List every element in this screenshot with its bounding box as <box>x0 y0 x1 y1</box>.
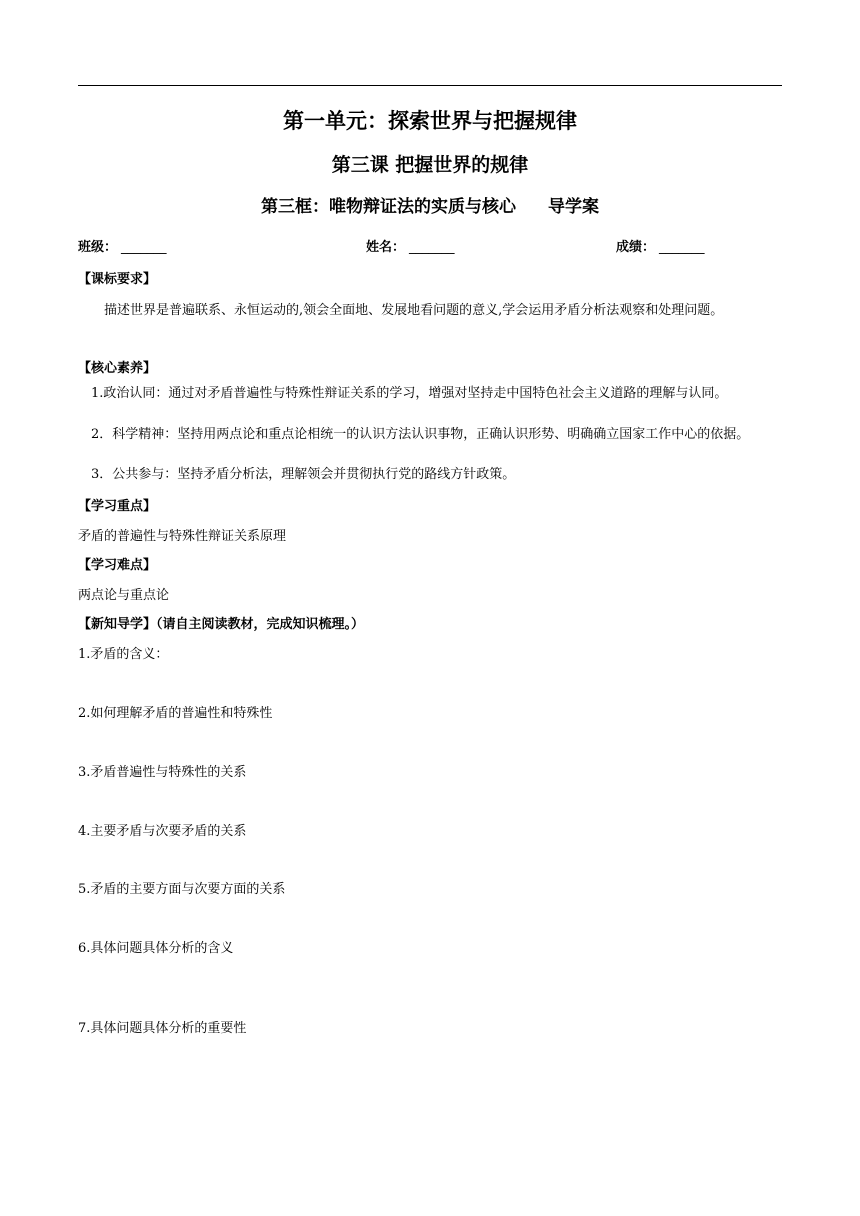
literacy-item-3: 3．公共参与：坚持矛盾分析法，理解领会并贯彻执行党的路线方针政策。 <box>91 467 516 482</box>
class-field <box>78 236 167 255</box>
curriculum-heading: 【课标要求】 <box>78 272 157 287</box>
unit-title: 第一单元：探索世界与把握规律 <box>283 109 577 133</box>
score-blank: _______ <box>659 240 705 255</box>
name-blank: _______ <box>409 240 455 255</box>
class-blank: _______ <box>121 240 167 255</box>
question-2: 2.如何理解矛盾的普遍性和特殊性 <box>78 706 273 721</box>
name-field <box>366 236 455 255</box>
difficulty-heading: 【学习难点】 <box>78 558 157 573</box>
focus-heading: 【学习重点】 <box>78 499 157 514</box>
question-5: 5.矛盾的主要方面与次要方面的关系 <box>78 882 286 897</box>
question-1: 1.矛盾的含义： <box>78 647 169 662</box>
question-6: 6.具体问题具体分析的含义 <box>78 941 234 956</box>
frame-title: 第三框：唯物辩证法的实质与核心 <box>261 197 516 217</box>
score-field <box>616 236 705 255</box>
lesson-title: 第三课 把握世界的规律 <box>331 154 529 176</box>
difficulty-text: 两点论与重点论 <box>78 588 170 603</box>
question-4: 4.主要矛盾与次要矛盾的关系 <box>78 824 247 839</box>
guide-heading-line <box>78 613 364 632</box>
header-rule <box>78 85 782 86</box>
curriculum-text: 描述世界是普遍联系、永恒运动的,领会全面地、发展地看问题的意义,学会运用矛盾分析法观察和处理问题。 <box>104 303 724 318</box>
plan-label: 导学案 <box>548 197 599 217</box>
guide-note: （请自主阅读教材，完成知识梳理。） <box>156 617 365 632</box>
question-7: 7.具体问题具体分析的重要性 <box>78 1021 247 1036</box>
literacy-item-1: 1.政治认同：通过对矛盾普遍性与特殊性辩证关系的学习，增强对坚持走中国特色社会主义道路的理解与认同。 <box>91 386 728 401</box>
focus-text: 矛盾的普遍性与特殊性辩证关系原理 <box>78 529 287 544</box>
literacy-heading: 【核心素养】 <box>78 361 157 376</box>
score-label: 成绩： <box>616 240 656 255</box>
class-label: 班级： <box>78 240 118 255</box>
question-3: 3.矛盾普遍性与特殊性的关系 <box>78 765 247 780</box>
literacy-item-2: 2．科学精神：坚持用两点论和重点论相统一的认识方法认识事物，正确认识形势、明确确立国家工作中心的依据。 <box>91 427 750 442</box>
name-label: 姓名： <box>366 240 406 255</box>
guide-heading: 【新知导学】 <box>78 617 157 632</box>
frame-title-line <box>0 192 860 217</box>
